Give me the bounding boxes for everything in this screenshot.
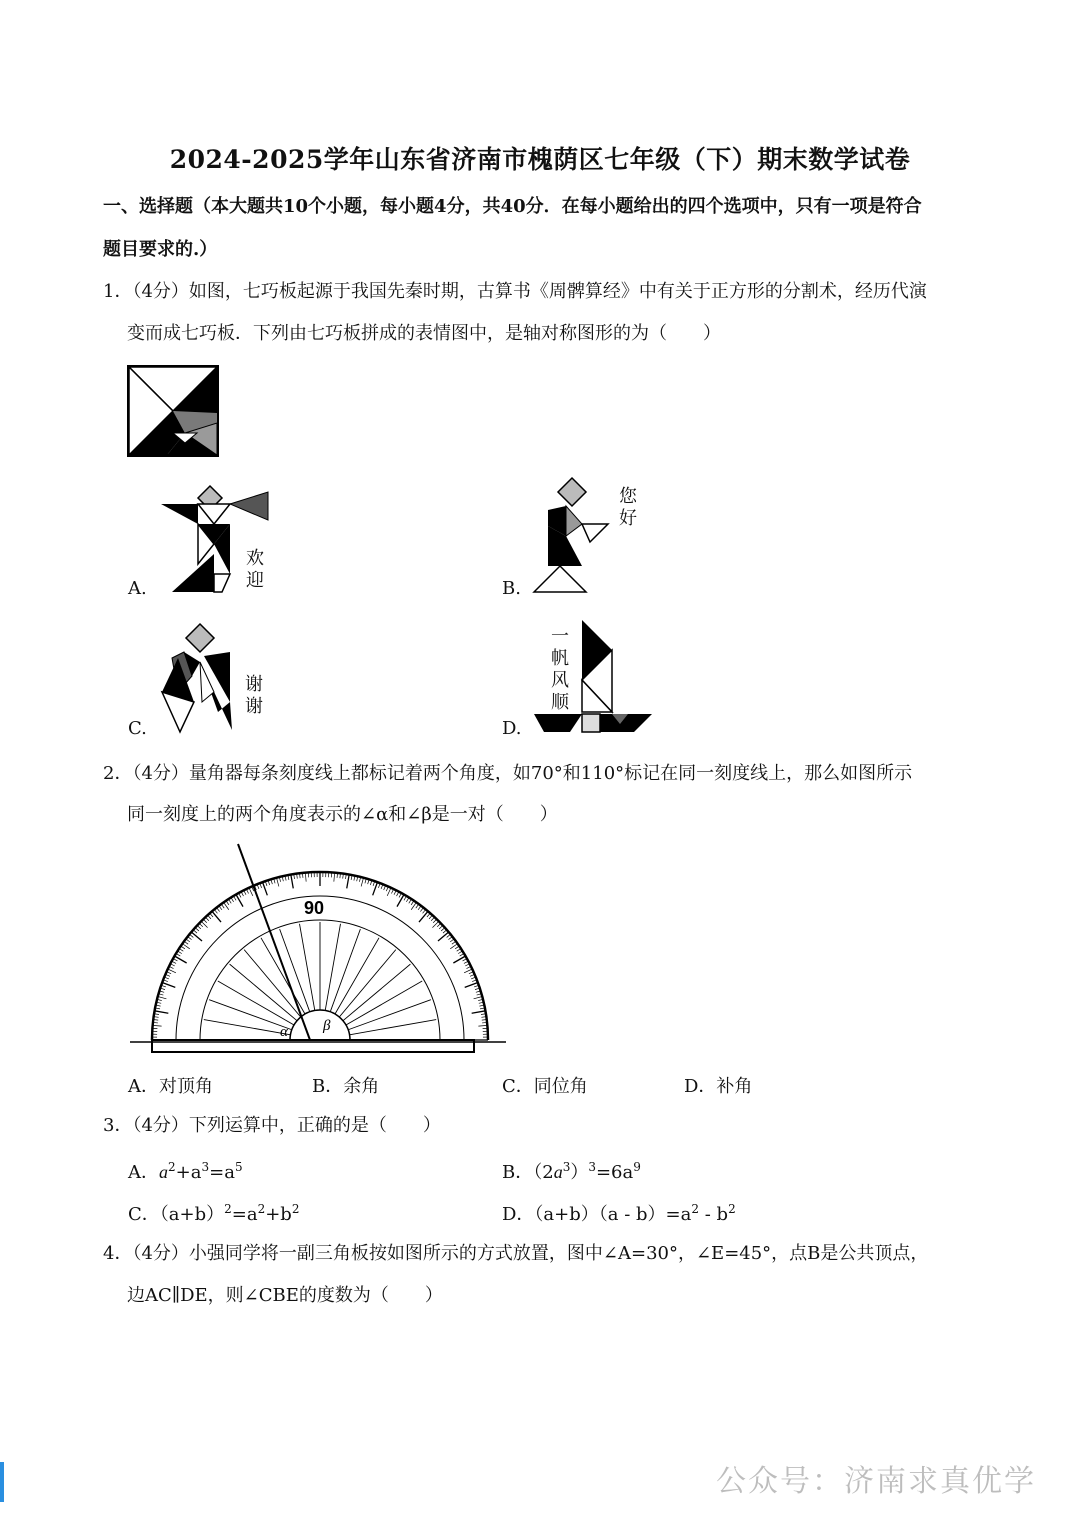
protractor-figure [130,840,510,1060]
option-b-tangram-figure [530,476,620,596]
protractor-tick [472,1011,486,1013]
protractor-radial-line [350,1020,437,1035]
protractor-tick [155,1011,169,1013]
q4-text-line1: 4．（4分）小强同学将一副三角板按如图所示的方式放置，图中∠A=30°，∠E=45°，点B是公共顶点， [103,1243,929,1264]
protractor-tick [249,888,253,896]
protractor-tick [305,873,306,882]
alpha-label: α [280,1024,288,1040]
protractor-tick [153,1025,162,1026]
option-c-tangram-figure [158,622,238,740]
protractor-radial-line [261,938,305,1014]
protractor-tick [291,875,293,889]
protractor-tick [387,888,391,896]
beta-label: β [323,1018,331,1034]
q2-option-c: C．同位角 [502,1076,588,1097]
q1-text-line2: 变而成七巧板．下列由七巧板拼成的表情图中，是轴对称图形的为（ ） [127,323,721,344]
q3-option-b: B．$(2a^3)^3=6a^9$ [502,1160,641,1183]
tangram-square-figure [127,365,219,457]
protractor-radial-line [325,924,340,1011]
protractor-radial-line [335,938,379,1014]
protractor-radial-line [300,924,315,1011]
protractor-tick [168,969,176,973]
q3-option-c: C．$(a+b)^2=a^2+b^2$ [128,1202,300,1225]
q2-option-b: B．余角 [312,1076,380,1097]
q3-text-line1: 3．（4分）下列运算中，正确的是（ ） [103,1115,441,1136]
q1-text-line1: 1．（4分）如图，七巧板起源于我国先秦时期，古算书《周髀算经》中有关于正方形的分割术，经历代演 [103,281,927,302]
q2-option-d: D．补角 [684,1076,753,1097]
protractor-tick [236,895,243,907]
protractor-radial-line [348,1000,431,1030]
protractor-tick [438,932,449,941]
section-heading-line2: 题目要求的.） [103,239,218,260]
edge-accent-bar [0,1462,4,1502]
protractor-tick [397,895,404,907]
q2-option-a: A．对顶角 [128,1076,213,1097]
protractor-tick [334,873,335,882]
protractor-radial-line [330,929,360,1012]
protractor-tick [361,878,363,887]
protractor-tick [191,932,202,941]
option-b-caption: 您 好 [619,486,637,529]
protractor-tick [474,997,483,999]
protractor-tick [277,878,279,887]
protractor-tick [212,911,221,922]
protractor-radial-line [204,1020,291,1035]
protractor-radial-line [218,981,294,1025]
protractor-tick [453,956,465,963]
q2-text-line1: 2．（4分）量角器每条刻度线上都标记着两个角度，如70°和110°标记在同一刻度线上，那么如图所示 [103,763,913,784]
protractor-tick [478,1025,487,1026]
protractor-tick [175,956,187,963]
option-a-caption: 欢 迎 [246,548,264,591]
q3-option-a: A．$a^2+a^3=a^5$ [128,1160,243,1183]
section-heading-line1: 一、选择题（本大题共10个小题，每小题4分，共40分．在每小题给出的四个选项中，只有一项是符合 [103,196,922,217]
protractor-tick [419,911,428,922]
option-a-label: A. [128,578,147,599]
page-title: 2024-2025学年山东省济南市槐荫区七年级（下）期末数学试卷 [169,145,911,174]
protractor-tick [158,997,167,999]
watermark: 公众号：济南求真优学 [716,1464,1036,1499]
protractor-90-label: 90 [304,898,325,918]
q2-text-line2: 同一刻度上的两个角度表示的∠α和∠β是一对（ ） [127,804,558,825]
q4-text-line2: 边AC∥DE，则∠CBE的度数为（ ） [127,1285,443,1306]
option-c-label: C. [128,718,147,739]
protractor-radial-line [346,981,422,1025]
protractor-tick [347,875,349,889]
option-d-label: D. [502,718,522,739]
protractor-tick [464,969,472,973]
option-b-label: B. [502,578,521,599]
option-c-caption: 谢 谢 [245,674,263,717]
option-d-caption: 一 帆 风 顺 [551,626,569,713]
q3-option-d: D．$(a+b)(a - b)=a^2 - b^2$ [502,1202,736,1225]
